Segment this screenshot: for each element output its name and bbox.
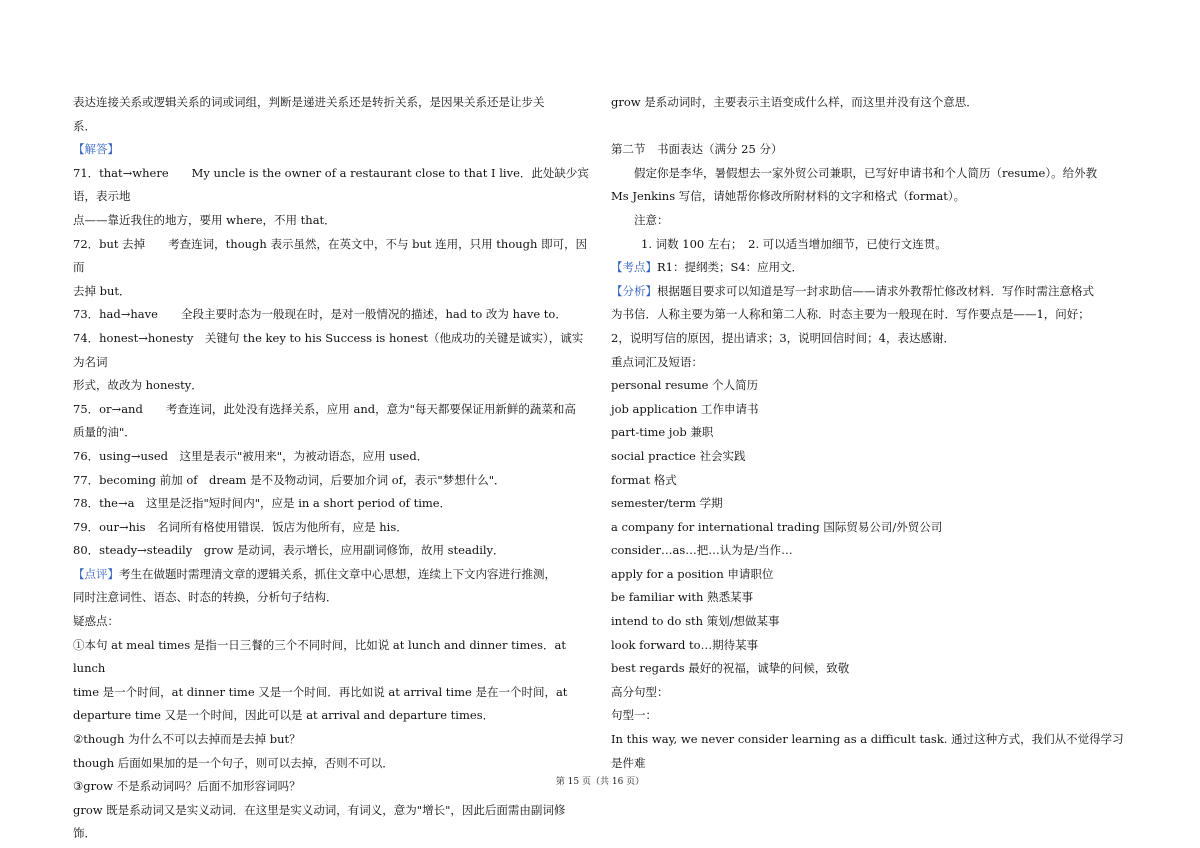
- vocab-item: format 格式: [611, 472, 677, 487]
- kaodian-text: R1：提纲类；S4：应用文．: [657, 260, 804, 275]
- text-line: ①本句 at meal times 是指一日三餐的三个不同时间，比如说 at lunch and dinner times．at lunch: [73, 637, 567, 676]
- text-line: Ms Jenkins 写信，请她帮你修改所附材料的文字和格式（format）。: [611, 189, 966, 204]
- kaodian-line: [611, 256, 1131, 280]
- text-line: 系．: [73, 118, 96, 133]
- section-tag-jieda: 【解答】: [73, 142, 119, 157]
- answer-74: 74．honest→honesty 关键句 the key to his Success is honest（他成功的关键是诚实），诚实为名词: [73, 330, 584, 369]
- right-column: [611, 91, 1131, 775]
- text-line: 重点词汇及短语：: [611, 354, 703, 369]
- blank-line: [611, 115, 1131, 139]
- text-line: 假定你是李华，暑假想去一家外贸公司兼职，已写好申请书和个人简历（resume）。给外教: [634, 165, 1098, 180]
- text-line: 质量的油"．: [73, 425, 136, 440]
- vocab-item: social practice 社会实践: [611, 448, 746, 463]
- text-line: ③grow 不是系动词吗？后面不加形容词吗？: [73, 779, 301, 794]
- vocab-item: part-time job 兼职: [611, 425, 714, 440]
- page-number-footer: 第 15 页（共 16 页）: [555, 777, 645, 787]
- answer-72: 72．but 去掉 考查连词，though 表示虽然，在英文中，不与 but 连用，只用 though 即可，因而: [73, 236, 588, 275]
- text-line: though 后面如果加的是一个句子，则可以去掉，否则不可以．: [73, 755, 394, 770]
- fenxi-line: [611, 280, 1131, 304]
- answer-80: 80．steady→steadily grow 是动词，表示增长，应用副词修饰，故用 steadily．: [73, 543, 505, 558]
- text-line: 句型一：: [611, 708, 657, 723]
- answer-79: 79．our→his 名词所有格使用错误．饭店为他所有，应是 his．: [73, 519, 408, 534]
- vocab-item: be familiar with 熟悉某事: [611, 590, 754, 605]
- vocab-item: look forward to…期待某事: [611, 637, 759, 652]
- text-line: grow 是系动词时，主要表示主语变成什么样，而这里并没有这个意思．: [611, 95, 978, 109]
- text-line: 表达连接关系或逻辑关系的词或词组，判断是递进关系还是转折关系，是因果关系还是让步关: [73, 95, 545, 109]
- text-line: 同时注意词性、语态、时态的转换，分析句子结构．: [73, 590, 338, 605]
- section-tag-dianping: 【点评】: [73, 566, 119, 581]
- text-line: grow 既是系动词又是实义动词．在这里是实义动词，有词义，意为"增长"，因此后面需由副词修: [73, 802, 566, 817]
- text-line: 疑惑点：: [73, 614, 119, 629]
- text-line: departure time 又是一个时间，因此可以是 at arrival and departure times．: [73, 708, 495, 723]
- text-line: 注意：: [634, 212, 669, 227]
- answer-73: 73．had→have 全段主要时态为一般现在时，是对一般情况的描述，had to 改为 have to．: [73, 307, 567, 322]
- text-line: 为书信．人称主要为第一人称和第二人称．时态主要为一般现在时．写作要点是——1，问好；: [611, 307, 1090, 322]
- left-column: [73, 91, 593, 846]
- answer-71: 71．that→where My uncle is the owner of a restaurant close to that I live．此处缺少宾语，表示地: [73, 165, 589, 204]
- text-line: In this way, we never consider learning as a difficult task. 通过这种方式，我们从不觉得学习是件难: [611, 732, 1124, 770]
- vocab-item: a company for international trading 国际贸易公司/外贸公司: [611, 519, 943, 534]
- vocab-item: consider…as…把…认为是/当作…: [611, 543, 793, 558]
- vocab-item: apply for a position 申请职位: [611, 566, 774, 581]
- text-line: time 是一个时间，at dinner time 又是一个时间．再比如说 at arrival time 是在一个时间，at: [73, 684, 568, 699]
- answer-78: 78．the→a 这里是泛指"短时间内"，应是 in a short period of time．: [73, 496, 452, 511]
- vocab-item: personal resume 个人简历: [611, 378, 759, 393]
- text-line: 点——靠近我住的地方，要用 where，不用 that．: [73, 212, 336, 227]
- text-line: 去掉 but．: [73, 283, 131, 298]
- comment-text: 考生在做题时需理清文章的逻辑关系，抓住文章中心思想，连续上下文内容进行推测，: [119, 566, 556, 581]
- text-line: ②though 为什么不可以去掉而是去掉 but？: [73, 732, 301, 747]
- answer-77: 77．becoming 前加 of dream 是不及物动词，后要加介词 of，表示"梦想什么"．: [73, 472, 506, 487]
- fenxi-text: 根据题目要求可以知道是写一封求助信——请求外教帮忙修改材料．写作时需注意格式: [657, 283, 1094, 298]
- text-line: 1. 词数 100 左右； 2. 可以适当增加细节，已使行文连贯。: [641, 236, 947, 251]
- comment-line: [73, 563, 593, 587]
- text-line: 饰．: [73, 826, 96, 841]
- vocab-item: best regards 最好的祝福，诚挚的问候，致敬: [611, 661, 850, 676]
- vocab-item: semester/term 学期: [611, 496, 723, 511]
- vocab-item: job application 工作申请书: [611, 401, 759, 416]
- section-tag-kaodian: 【考点】: [611, 260, 657, 275]
- text-line: 形式，故改为 honesty．: [73, 378, 203, 393]
- answer-76: 76．using→used 这里是表示"被用来"，为被动语态，应用 used．: [73, 448, 429, 463]
- section-tag-fenxi: 【分析】: [611, 283, 657, 298]
- section-heading: 第二节 书面表达（满分 25 分）: [611, 142, 783, 157]
- text-line: 高分句型：: [611, 684, 669, 699]
- text-line: 2，说明写信的原因，提出请求；3，说明回信时间；4，表达感谢．: [611, 330, 955, 345]
- answer-75: 75．or→and 考查连词，此处没有选择关系，应用 and，意为"每天都要保证用新鲜的蔬菜和高: [73, 401, 576, 416]
- vocab-item: intend to do sth 策划/想做某事: [611, 614, 780, 629]
